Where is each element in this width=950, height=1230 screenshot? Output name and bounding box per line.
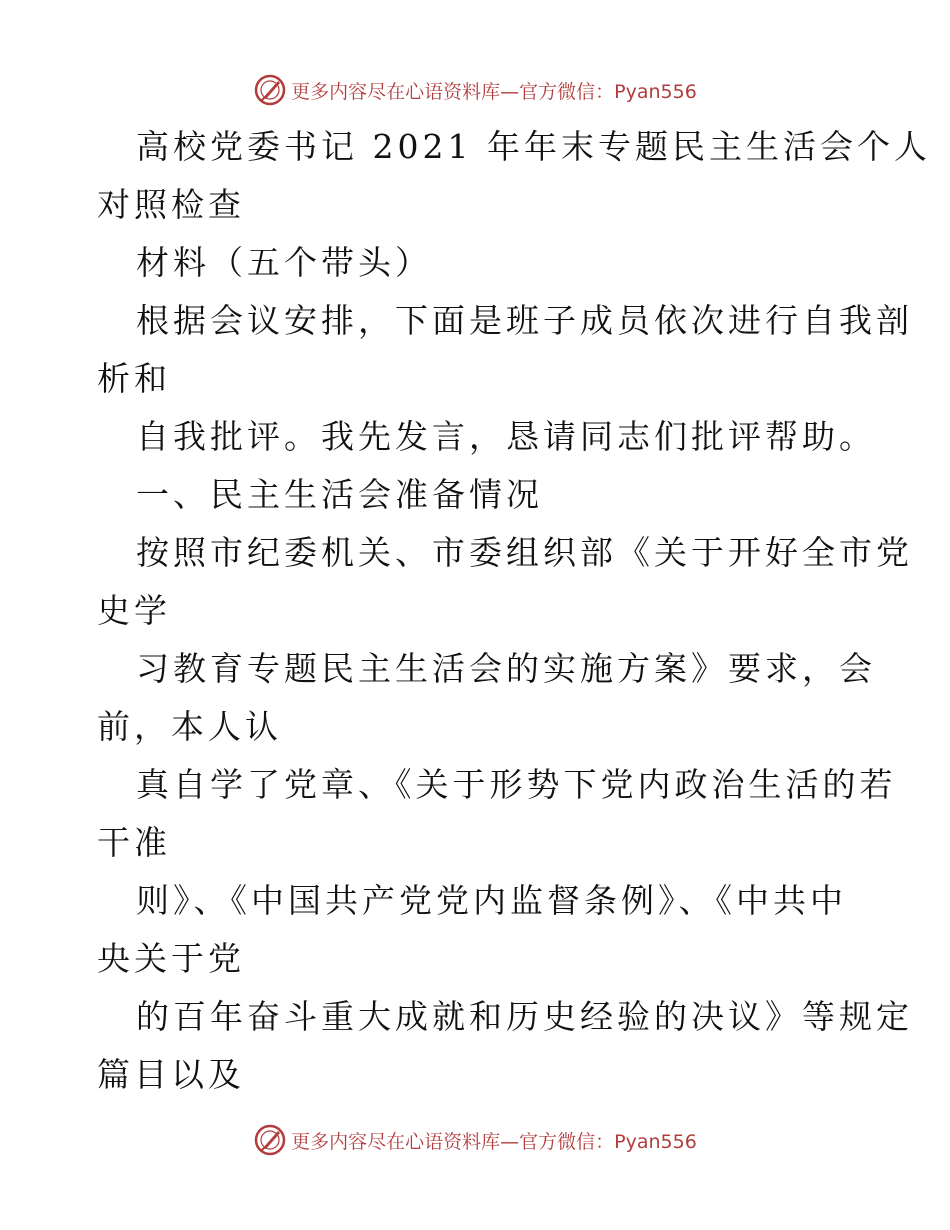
paragraph-line: 则》、《中国共产党党内监督条例》、《中共中 xyxy=(136,881,847,920)
paragraph-line: 析和 xyxy=(97,359,171,398)
footer-watermark-banner xyxy=(0,1120,950,1160)
quill-seal-icon xyxy=(253,73,287,107)
document-body xyxy=(0,118,950,1104)
section-heading: 一、民主生活会准备情况 xyxy=(136,475,543,514)
paragraph-line: 史学 xyxy=(97,591,171,630)
quill-seal-icon xyxy=(253,1123,287,1157)
paragraph-line: 根据会议安排，下面是班子成员依次进行自我剖 xyxy=(136,301,913,340)
banner-text: 更多内容尽在心语资料库—官方微信：Pyan556 xyxy=(291,1130,697,1153)
paragraph-line: 的百年奋斗重大成就和历史经验的决议》等规定 xyxy=(136,997,913,1036)
title-line-3: 材料（五个带头） xyxy=(136,243,432,282)
title-line-1: 高校党委书记 2021 年年末专题民主生活会个人 xyxy=(136,127,931,166)
paragraph-line: 自我批评。我先发言，恳请同志们批评帮助。 xyxy=(136,417,876,456)
paragraph-line: 干准 xyxy=(97,823,171,862)
banner-text: 更多内容尽在心语资料库—官方微信：Pyan556 xyxy=(291,80,697,103)
paragraph-line: 篇目以及 xyxy=(97,1055,245,1094)
paragraph-line: 央关于党 xyxy=(97,939,245,978)
paragraph-line: 真自学了党章、《关于形势下党内政治生活的若 xyxy=(136,765,897,804)
header-watermark-banner xyxy=(0,70,950,110)
paragraph-line: 前，本人认 xyxy=(97,707,282,746)
title-line-2: 对照检查 xyxy=(97,185,245,224)
paragraph-line: 按照市纪委机关、市委组织部《关于开好全市党 xyxy=(136,533,913,572)
paragraph-line: 习教育专题民主生活会的实施方案》要求，会 xyxy=(136,649,876,688)
